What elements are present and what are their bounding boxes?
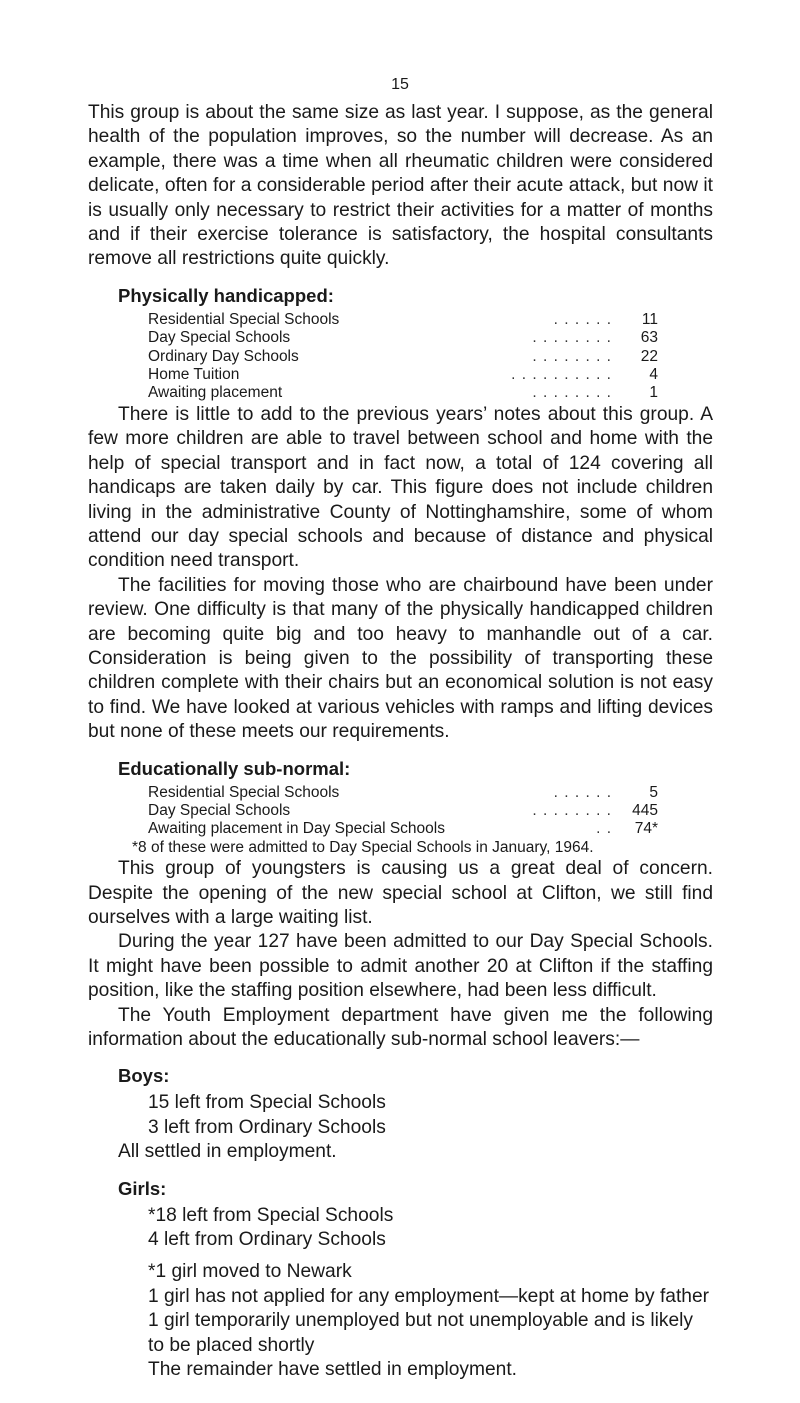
- transport-paragraph: There is little to add to the previous years’ notes about this group. A few more children are able to travel between school and home with the help of special transport and in fact now, a total of 124 covering all handicaps are taken daily by car. This figure does not include children living in the administrative County of Nottinghamshire, some of whom attend our day special schools and because of distance and physical condition need transport.: [88, 403, 713, 572]
- physically-handicapped-heading: Physically handicapped:: [118, 284, 334, 306]
- row-label: Day Special Schools: [148, 801, 291, 819]
- row-value: 445: [632, 801, 658, 819]
- leader-dots: . . . . . . . . . .: [511, 366, 612, 384]
- table-row: [148, 384, 658, 402]
- admissions-paragraph: During the year 127 have been admitted to our Day Special Schools. It might have been possible to admit another 20 at Clifton if the staffing position, like the staffing position elsewhere, had been less difficult.: [88, 931, 713, 1002]
- row-value: 4: [649, 366, 658, 384]
- list-item: 1 girl has not applied for any employment—kept at home by father: [148, 1285, 710, 1307]
- table-row: [148, 784, 658, 802]
- boys-summary: All settled in employment.: [118, 1141, 337, 1163]
- physically-handicapped-table: [148, 311, 658, 403]
- girls-notes: [148, 1260, 713, 1382]
- leader-dots: . . . . . .: [553, 783, 612, 801]
- table-row: [148, 366, 658, 384]
- list-item: 15 left from Special Schools: [148, 1092, 386, 1114]
- row-value: 11: [641, 310, 658, 328]
- row-value: 5: [649, 783, 658, 801]
- row-value: 22: [640, 347, 658, 365]
- intro-paragraph: This group is about the same size as last year. I suppose, as the general health of the population improves, so the number will decrease. As an example, there was a time when all rheumatic children were considered delicate, often for a considerable period after their acute attack, but now it is usually only necessary to restrict their activities for a matter of months and if their exercise tolerance is satisfactory, the hospital consultants remove all restrictions quite quickly.: [88, 102, 713, 270]
- list-item: 3 left from Ordinary Schools: [148, 1116, 386, 1138]
- educationally-subnormal-table: [148, 784, 658, 839]
- leader-dots: . . . . . . . .: [532, 801, 612, 819]
- girls-list: [148, 1204, 713, 1253]
- list-item: *1 girl moved to Newark: [148, 1261, 352, 1283]
- list-item: 1 girl temporarily unemployed but not unemployable and is likely to be placed shortly: [148, 1310, 694, 1356]
- educationally-subnormal-heading: Educationally sub-normal:: [118, 757, 351, 779]
- table-row: [148, 311, 658, 329]
- row-label: Home Tuition: [148, 366, 240, 384]
- document-body: [88, 101, 713, 1383]
- table-row: [148, 348, 658, 366]
- leader-dots: . . . . . .: [553, 310, 612, 328]
- leader-dots: . . . . . . . .: [532, 329, 612, 347]
- row-label: Awaiting placement: [148, 384, 283, 402]
- boys-heading: Boys:: [118, 1065, 170, 1087]
- chairbound-paragraph: The facilities for moving those who are chairbound have been under review. One difficulty is that many of the physically handicapped children are becoming quite big and too heavy to manhandle out of a car. Consideration is being given to the possibility of transporting these children complete with their chairs but an economical solution is not easy to find. We have looked at various vehicles with ramps and lifting devices but none of these meets our requirements.: [88, 574, 713, 743]
- row-label: Day Special Schools: [148, 329, 291, 347]
- table-row: [148, 329, 658, 347]
- table-footnote: *8 of these were admitted to Day Special Schools in January, 1964.: [132, 838, 594, 856]
- row-value: 1: [649, 384, 658, 402]
- leader-dots: . . . . . . . .: [532, 384, 612, 402]
- table-row: [148, 802, 658, 820]
- leader-dots: . . . . . . . .: [532, 347, 612, 365]
- girls-heading: Girls:: [118, 1177, 167, 1199]
- table-row: [148, 820, 658, 838]
- list-item: 4 left from Ordinary Schools: [148, 1229, 386, 1251]
- concern-paragraph: This group of youngsters is causing us a great deal of concern. Despite the opening of the new special school at Clifton, we still find ourselves with a large waiting list.: [88, 858, 713, 928]
- leader-dots: . .: [596, 820, 612, 838]
- row-label: Awaiting placement in Day Special Schools: [148, 820, 445, 838]
- row-label: Residential Special Schools: [148, 783, 340, 801]
- row-label: Residential Special Schools: [148, 310, 340, 328]
- page-number: 15: [391, 76, 409, 93]
- list-item: *18 left from Special Schools: [148, 1204, 394, 1226]
- boys-list: [148, 1091, 713, 1140]
- row-value: 74*: [634, 820, 658, 838]
- youth-employment-paragraph: The Youth Employment department have given me the following information about the educationally sub-normal school leavers:—: [88, 1004, 713, 1051]
- row-label: Ordinary Day Schools: [148, 347, 299, 365]
- row-value: 63: [640, 329, 658, 347]
- list-item: The remainder have settled in employment.: [148, 1359, 518, 1381]
